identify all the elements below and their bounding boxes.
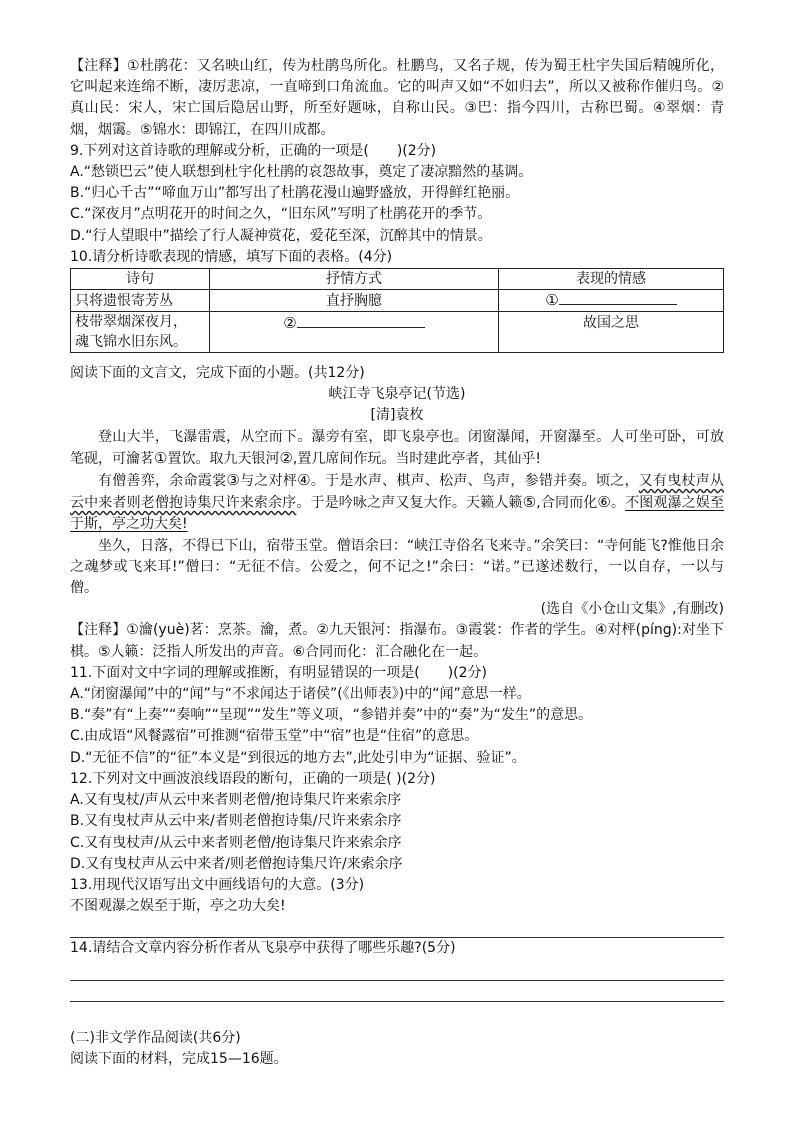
- q11-option-b: B.“奏”有“上奏”“奏响”“呈现”“发生”等义项，“参错并奏”中的“奏”为“发生”的意思。: [70, 707, 593, 724]
- passage-paragraph-1: [70, 427, 724, 470]
- answer-line[interactable]: [70, 981, 724, 1002]
- q9-option-d: D.“行人望眼中”描绘了行人凝神赏花，爱花至深，沉醉其中的情景。: [70, 227, 492, 244]
- section-intro: 阅读下面的材料，完成15—16题。: [70, 1050, 288, 1067]
- emotion-table: [70, 268, 724, 353]
- passage-paragraph-3: 坐久，日落，不得已下山，宿带玉堂。僧语余曰：“峡江寺俗名飞来寺。”余笑曰：“寺何能飞?惟他日余之魂梦或飞来耳!”僧曰：“无征不信。公爱之，何不记之!”余曰：“诺。”已遂述数行，一以自存，一以与僧。: [70, 537, 724, 597]
- poem-line: 魂飞锦水旧东风。: [75, 334, 187, 351]
- table-header-cell: 诗句: [71, 269, 210, 290]
- q11-option-a: A.“闭窗瀑闻”中的“闻”与“不求闻达于诸侯”(《出师表》)中的“闻”意思一样。: [70, 686, 531, 703]
- note-marker: ⑥: [597, 493, 611, 512]
- passage-paragraph-2: [70, 470, 724, 536]
- poem-line: 枝带翠烟深夜月，: [75, 314, 187, 331]
- q12-option-c: C.又有曳杖声/从云中来者则老僧/抱诗集尺许来索余序: [70, 834, 402, 851]
- table-row: [71, 312, 724, 353]
- wavy-underlined-sentence: 又有曳杖声从云中来者则老僧抱诗集尺许来索余序: [70, 473, 725, 512]
- q11-option-c: C.由成语“风餐露宿”可推测“宿带玉堂”中“宿”也是“住宿”的意思。: [70, 728, 479, 745]
- answer-marker-1: ①: [545, 291, 559, 310]
- q12-option-a: A.又有曳杖/声从云中来者则老僧/抱诗集尺许来索余序: [70, 792, 402, 809]
- text-run: ,置几席间作玩。当时建此亭者，其仙乎!: [292, 450, 541, 467]
- note-marker: ④: [297, 471, 311, 490]
- note-marker: ⑤: [522, 493, 537, 512]
- q12-option-b: B.又有曳杖声从云中来/者则老僧抱诗集/尺许来索余序: [70, 813, 402, 830]
- table-cell-method-answer[interactable]: [210, 312, 499, 353]
- spacer: [70, 1002, 724, 1028]
- text-run: 。: [610, 495, 626, 512]
- text-run: ,合同而化: [536, 495, 598, 512]
- poem-annotation: 【注释】①杜鹃花：又名映山红，传为杜鹃鸟所化。杜鹏鸟，又名子规，传为蜀王杜宇失国后精魄所化，它叫起来连绵不断，凄厉悲凉，一直啼到口角流血。它的叫声又如“不如归去”，所以又被称作催归鸟。②真山民：宋人，宋亡国后隐居山野，所至好题咏，自称山民。③巴：指今四川，古称巴蜀。④翠烟：青烟，烟霭。⑤锦水：即锦江，在四川成都。: [70, 58, 724, 138]
- table-header-cell: 抒情方式: [210, 269, 499, 290]
- q14-stem: 14.请结合文章内容分析作者从飞泉亭中获得了哪些乐趣?(5分): [70, 940, 456, 957]
- text-run: 。于是吟咏之声又复大作。天籁人籁: [296, 495, 523, 512]
- answer-blank-1[interactable]: [559, 290, 677, 305]
- q9-option-a: A.“愁锁巴云”使人联想到杜宇化杜鹃的哀怨故事，奠定了凄凉黯然的基调。: [70, 164, 533, 181]
- passage-author: [清]袁枚: [370, 407, 424, 424]
- q12-stem: 12.下列对文中画波浪线语段的断句，正确的一项是( )(2分): [70, 770, 436, 787]
- section-title: (二)非文学作品阅读(共6分): [70, 1029, 241, 1046]
- q9-option-b: B.“归心千古”“啼血万山”都写出了杜鹃花漫山遍野盛放，开得鲜红艳丽。: [70, 185, 520, 202]
- table-cell-line: 只将遗恨寄芳丛: [71, 290, 210, 312]
- table-header-row: [71, 269, 724, 290]
- passage-source: (选自《小仓山文集》,有删改): [540, 601, 724, 618]
- text-run: 与之对枰: [240, 473, 298, 490]
- passage-annotation: 【注释】①瀹(yuè)茗：烹茶。瀹，煮。②九天银河：指瀑布。③霞裳：作者的学生。④对枰(píng):对坐下棋。⑤人籁：泛指人所发出的声音。⑥合同而化：汇合融化在一起。: [70, 622, 724, 660]
- q11-option-d: D.“无征不信”的“征”本义是“到很远的地方去”,此处引申为“证据、验证”。: [70, 749, 526, 766]
- answer-line[interactable]: [70, 917, 724, 938]
- table-row: [71, 290, 724, 312]
- text-run: 置饮。取九天银河: [167, 450, 280, 467]
- answer-line[interactable]: [70, 960, 724, 981]
- spacer: [70, 353, 724, 363]
- table-cell-line: [71, 312, 210, 353]
- answer-marker-2: ②: [283, 314, 297, 333]
- exam-page: [70, 56, 724, 1070]
- q13-sentence: 不图观瀑之娱至于斯，亭之功大矣!: [70, 898, 286, 915]
- table-cell-method: 直抒胸臆: [210, 290, 499, 312]
- answer-blank-2[interactable]: [297, 313, 425, 328]
- q11-stem: 11.下面对文中字词的理解或推断，有明显错误的一项是( )(2分): [70, 664, 488, 681]
- q13-stem: 13.用现代汉语写出文中画线语句的大意。(3分): [70, 876, 365, 893]
- note-marker: ③: [226, 471, 241, 490]
- passage-intro: 阅读下面的文言文，完成下面的小题。(共12分): [70, 365, 365, 382]
- q12-option-d: D.又有曳杖声从云中来者/则老僧抱诗集尺许/来索余序: [70, 855, 403, 872]
- q10-stem: 10.请分析诗歌表现的情感，填写下面的表格。(4分): [70, 248, 393, 265]
- table-header-cell: 表现的情感: [499, 269, 724, 290]
- passage-title: 峡江寺飞泉亭记(节选): [328, 386, 466, 403]
- q9-stem: 9.下列对这首诗歌的理解或分析，正确的一项是( )(2分): [70, 142, 437, 159]
- table-cell-emotion: 故国之思: [499, 312, 724, 353]
- table-cell-emotion-answer[interactable]: [499, 290, 724, 312]
- note-marker: ②: [279, 448, 293, 467]
- q9-option-c: C.“深夜月”点明花开的时间之久，“旧东风”写明了杜鹃花开的季节。: [70, 206, 492, 223]
- text-run: 有僧善弈，余命霞裳: [98, 473, 227, 490]
- underlined-sentence: 不图观瀑之娱至于斯，亭之功大矣!: [70, 495, 725, 533]
- text-run: 登山大半，飞瀑雷震，从空而下。瀑旁有室，即飞泉亭也。闭窗瀑闻，开窗瀑至。人可坐可卧，可放笔砚，可瀹茗: [70, 428, 724, 467]
- text-run: 。于是水声、棋声、松声、鸟声，参错并奏。顷之，: [310, 473, 639, 490]
- note-marker: ①: [154, 448, 168, 467]
